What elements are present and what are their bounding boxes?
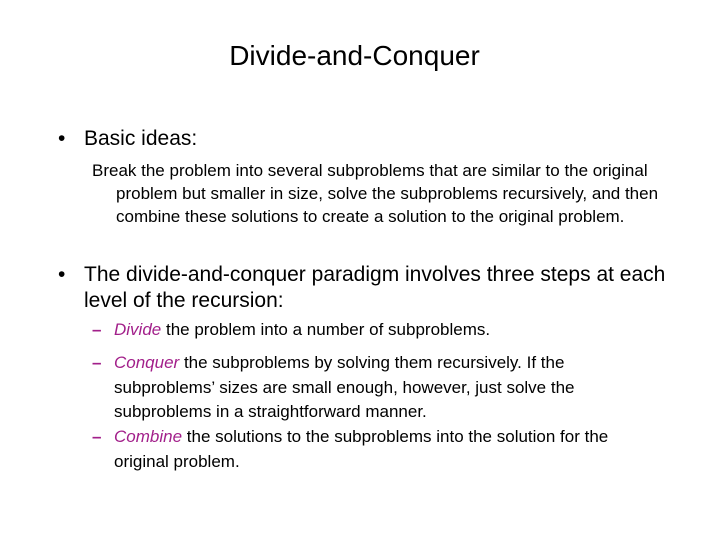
step-combine	[92, 425, 652, 474]
step-text: the problem into a number of subproblems.	[161, 320, 491, 339]
step-conquer	[92, 351, 652, 425]
step-body	[114, 351, 652, 425]
dash-bullet: –	[92, 427, 102, 446]
step-keyword: Divide	[114, 320, 162, 339]
bullet-paradigm	[58, 262, 668, 314]
bullet-basic-ideas	[58, 126, 668, 152]
dash-bullet: –	[92, 353, 102, 372]
bullet-label: The divide-and-conquer paradigm involves three steps at each level of the recursion:	[84, 263, 666, 312]
step-text: the solutions to the subproblems into the solution for the original problem.	[114, 427, 609, 471]
slide-title: Divide-and-Conquer	[229, 40, 480, 71]
step-body	[114, 318, 652, 343]
basic-ideas-paragraph	[92, 159, 667, 228]
bullet-dot: •	[58, 127, 66, 150]
dash-bullet: –	[92, 320, 102, 339]
step-keyword: Conquer	[114, 353, 180, 372]
step-divide	[92, 318, 652, 343]
step-keyword: Combine	[114, 427, 183, 446]
paragraph-text: Break the problem into several subproblems that are similar to the original problem but smaller in size, solve the subproblems recursively, and then combine these solutions to create a solution to the original problem.	[92, 161, 659, 226]
step-body	[114, 425, 652, 474]
bullet-label: Basic ideas:	[84, 127, 198, 150]
step-text: the subproblems by solving them recursively. If the subproblems’ sizes are small enough, however, just solve the subproblems in a straightforward manner.	[114, 353, 575, 422]
bullet-dot: •	[58, 263, 66, 286]
